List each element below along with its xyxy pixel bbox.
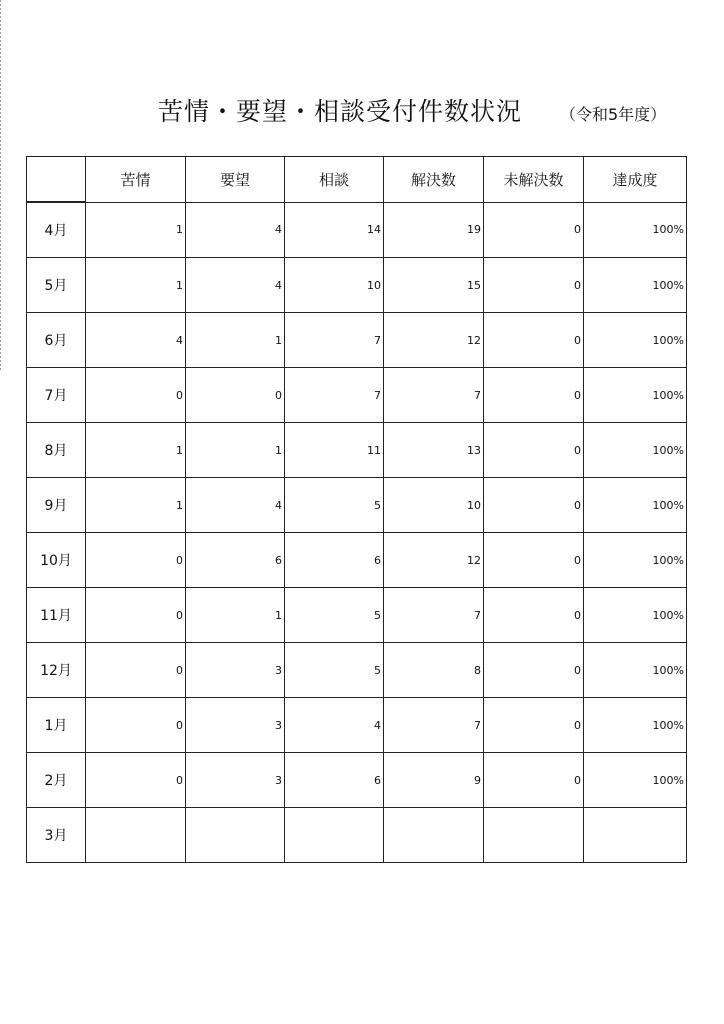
header-resolved: 解決数	[384, 157, 484, 203]
month-cell: 12月	[27, 643, 86, 698]
resolved-cell: 8	[384, 643, 484, 698]
requests-cell: 4	[186, 202, 285, 258]
unresolved-cell: 0	[484, 368, 584, 423]
consultations-cell: 7	[285, 313, 384, 368]
header-consultations: 相談	[285, 157, 384, 203]
unresolved-cell: 0	[484, 533, 584, 588]
requests-cell: 1	[186, 588, 285, 643]
resolved-cell: 7	[384, 588, 484, 643]
unresolved-cell: 0	[484, 478, 584, 533]
achievement-cell: 100%	[584, 643, 687, 698]
consultations-cell	[285, 808, 384, 863]
resolved-cell: 9	[384, 753, 484, 808]
complaints-cell: 0	[86, 643, 186, 698]
complaints-cell: 0	[86, 368, 186, 423]
month-cell: 9月	[27, 478, 86, 533]
resolved-cell: 7	[384, 698, 484, 753]
achievement-cell: 100%	[584, 698, 687, 753]
table-row	[27, 753, 687, 808]
table-row	[27, 808, 687, 863]
requests-cell: 3	[186, 643, 285, 698]
achievement-cell: 100%	[584, 202, 687, 258]
month-cell: 2月	[27, 753, 86, 808]
table-row	[27, 423, 687, 478]
unresolved-cell: 0	[484, 423, 584, 478]
month-cell: 8月	[27, 423, 86, 478]
resolved-cell: 12	[384, 313, 484, 368]
complaints-cell: 0	[86, 588, 186, 643]
unresolved-cell: 0	[484, 698, 584, 753]
table-row	[27, 588, 687, 643]
achievement-cell: 100%	[584, 258, 687, 313]
unresolved-cell: 0	[484, 588, 584, 643]
table-row	[27, 202, 687, 258]
unresolved-cell: 0	[484, 202, 584, 258]
consultations-cell: 6	[285, 533, 384, 588]
header-requests: 要望	[186, 157, 285, 203]
complaints-cell: 1	[86, 202, 186, 258]
consultations-cell: 5	[285, 478, 384, 533]
requests-cell: 3	[186, 753, 285, 808]
achievement-cell: 100%	[584, 533, 687, 588]
month-cell: 5月	[27, 258, 86, 313]
resolved-cell: 12	[384, 533, 484, 588]
header-unresolved: 未解決数	[484, 157, 584, 203]
achievement-cell: 100%	[584, 368, 687, 423]
resolved-cell: 10	[384, 478, 484, 533]
requests-cell: 6	[186, 533, 285, 588]
resolved-cell: 15	[384, 258, 484, 313]
month-cell: 1月	[27, 698, 86, 753]
month-cell: 3月	[27, 808, 86, 863]
unresolved-cell: 0	[484, 258, 584, 313]
requests-cell: 3	[186, 698, 285, 753]
month-cell: 7月	[27, 368, 86, 423]
consultations-cell: 4	[285, 698, 384, 753]
month-cell: 10月	[27, 533, 86, 588]
unresolved-cell: 0	[484, 313, 584, 368]
resolved-cell: 19	[384, 202, 484, 258]
resolved-cell: 13	[384, 423, 484, 478]
header-corner	[27, 157, 86, 203]
achievement-cell	[584, 808, 687, 863]
consultations-cell: 6	[285, 753, 384, 808]
complaint-stats-table	[26, 156, 687, 863]
table-row	[27, 368, 687, 423]
table-row	[27, 533, 687, 588]
table-row	[27, 258, 687, 313]
complaints-cell	[86, 808, 186, 863]
complaints-cell: 0	[86, 698, 186, 753]
month-cell: 4月	[27, 202, 86, 258]
table-row	[27, 643, 687, 698]
requests-cell: 4	[186, 478, 285, 533]
scan-edge-line	[0, 0, 1, 370]
requests-cell: 1	[186, 313, 285, 368]
complaints-cell: 0	[86, 753, 186, 808]
achievement-cell: 100%	[584, 753, 687, 808]
unresolved-cell	[484, 808, 584, 863]
table-header-row	[27, 157, 687, 203]
table-row	[27, 478, 687, 533]
table-row	[27, 698, 687, 753]
consultations-cell: 5	[285, 588, 384, 643]
unresolved-cell: 0	[484, 753, 584, 808]
consultations-cell: 5	[285, 643, 384, 698]
page-title: 苦情・要望・相談受付件数状況	[158, 97, 523, 126]
consultations-cell: 7	[285, 368, 384, 423]
complaints-cell: 1	[86, 423, 186, 478]
consultations-cell: 10	[285, 258, 384, 313]
achievement-cell: 100%	[584, 478, 687, 533]
consultations-cell: 14	[285, 202, 384, 258]
unresolved-cell: 0	[484, 643, 584, 698]
table-row	[27, 313, 687, 368]
month-cell: 11月	[27, 588, 86, 643]
requests-cell: 4	[186, 258, 285, 313]
month-cell: 6月	[27, 313, 86, 368]
achievement-cell: 100%	[584, 423, 687, 478]
requests-cell: 1	[186, 423, 285, 478]
header-complaints: 苦情	[86, 157, 186, 203]
requests-cell: 0	[186, 368, 285, 423]
resolved-cell	[384, 808, 484, 863]
header-achievement: 達成度	[584, 157, 687, 203]
complaints-cell: 4	[86, 313, 186, 368]
resolved-cell: 7	[384, 368, 484, 423]
complaints-cell: 0	[86, 533, 186, 588]
requests-cell	[186, 808, 285, 863]
achievement-cell: 100%	[584, 588, 687, 643]
consultations-cell: 11	[285, 423, 384, 478]
achievement-cell: 100%	[584, 313, 687, 368]
fiscal-year-label: （令和5年度）	[560, 105, 667, 124]
complaints-cell: 1	[86, 478, 186, 533]
complaints-cell: 1	[86, 258, 186, 313]
